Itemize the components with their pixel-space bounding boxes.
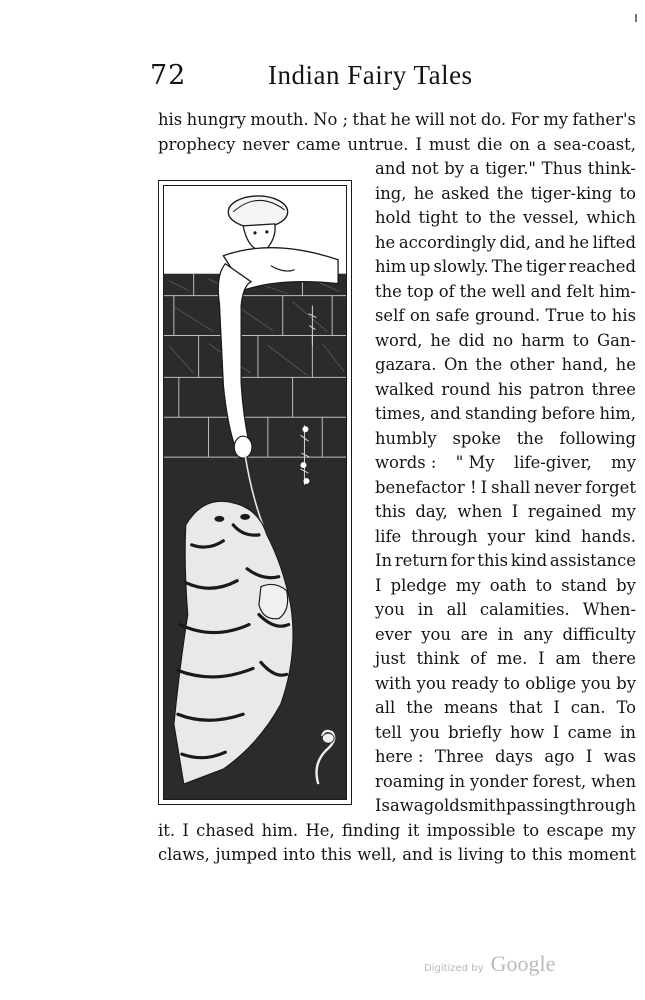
word: the	[496, 183, 524, 203]
word: escape	[546, 820, 604, 840]
word: he	[375, 232, 396, 252]
word: the	[459, 281, 487, 301]
text-line	[375, 402, 636, 427]
text-line	[158, 133, 636, 158]
running-title: Indian Fairy Tales	[268, 60, 473, 90]
text-line	[375, 206, 636, 231]
word: me.	[496, 649, 528, 668]
text-line	[375, 476, 636, 501]
word: times,	[375, 404, 426, 423]
word: I	[415, 134, 422, 154]
text-line	[375, 721, 636, 746]
word: hand,	[561, 355, 609, 374]
word: did	[458, 330, 485, 350]
text-line	[375, 525, 636, 550]
word: a	[536, 134, 547, 154]
word: moment	[568, 845, 636, 864]
word: other	[509, 355, 555, 374]
word: in	[620, 722, 636, 742]
text-line	[375, 500, 636, 525]
word: think	[416, 649, 460, 668]
word: passing	[506, 796, 570, 815]
word: you	[416, 673, 447, 693]
word: no	[492, 330, 514, 350]
text-line	[375, 427, 636, 452]
word: vessel,	[523, 208, 580, 227]
word: of	[470, 649, 487, 668]
text-line	[375, 672, 636, 697]
word: life-giver,	[514, 453, 592, 472]
illustration-frame	[158, 180, 352, 805]
word: hungry	[186, 110, 246, 129]
word: following	[559, 428, 636, 448]
word: ground.	[475, 306, 541, 325]
word: saw	[381, 796, 414, 815]
word: forget	[585, 477, 636, 497]
text-line	[375, 280, 636, 305]
word: that	[352, 110, 387, 129]
word: him.	[261, 820, 299, 840]
word: to	[522, 820, 540, 840]
word: I	[585, 747, 593, 766]
word: he	[568, 232, 590, 252]
word: days	[495, 747, 533, 766]
word: you	[410, 722, 440, 742]
word: Thus	[541, 159, 583, 178]
word: " My	[455, 453, 495, 472]
word: when	[591, 771, 636, 791]
word: finding	[342, 820, 401, 840]
word: patron	[529, 379, 585, 399]
word: accordingly	[398, 232, 496, 252]
word: up	[409, 257, 431, 276]
word: he	[430, 330, 451, 350]
word: sea-coast,	[553, 134, 636, 154]
text-line	[158, 108, 636, 133]
word: When-	[582, 600, 636, 619]
word: mouth.	[250, 110, 309, 129]
word: can.	[570, 698, 606, 717]
text-line	[375, 745, 636, 770]
word: the	[406, 698, 434, 717]
text-line	[375, 549, 636, 574]
text-line	[375, 647, 636, 672]
word: when	[457, 502, 503, 521]
word: did,	[499, 232, 531, 252]
word: reached	[568, 257, 636, 276]
word: ready	[451, 673, 499, 693]
word: Gan-	[597, 330, 636, 350]
word: kind	[510, 551, 548, 570]
word: in	[417, 600, 434, 619]
word: oblige	[525, 673, 577, 693]
word: To	[616, 698, 636, 717]
word: all	[446, 600, 467, 619]
word: think-	[587, 159, 636, 178]
text-line	[375, 329, 636, 354]
word: not	[449, 110, 477, 129]
text-line	[158, 819, 636, 844]
word: and	[530, 281, 562, 301]
word: by	[616, 575, 636, 595]
word: to	[589, 306, 607, 325]
word: I	[182, 820, 189, 840]
word: for	[450, 551, 475, 570]
word: prophecy	[158, 134, 236, 154]
word: and	[429, 404, 461, 423]
word: I	[375, 575, 382, 595]
word: this	[531, 845, 563, 864]
word: hands.	[580, 526, 636, 546]
word: I	[480, 477, 488, 497]
word: do.	[480, 110, 507, 129]
word: felt	[566, 281, 595, 301]
text-line	[375, 255, 636, 280]
word: must	[428, 134, 471, 154]
word: top	[406, 281, 434, 301]
word: to	[535, 575, 553, 595]
word: it	[407, 820, 420, 840]
text-line	[375, 182, 636, 207]
text-line	[158, 843, 636, 868]
word: his	[497, 379, 523, 399]
word: For	[510, 110, 539, 129]
word: he	[413, 183, 434, 203]
word: the	[375, 281, 402, 301]
word: how	[509, 722, 545, 742]
word: any	[523, 624, 553, 644]
word: round	[441, 379, 491, 399]
word: the	[475, 355, 503, 374]
word: never	[534, 477, 582, 497]
word: into	[282, 845, 316, 864]
word: your	[487, 526, 525, 546]
word: ago	[544, 747, 575, 766]
word: his	[611, 306, 636, 325]
word: chased	[196, 820, 255, 840]
word: came	[296, 134, 341, 154]
word: three	[591, 379, 636, 399]
word: not	[411, 159, 439, 178]
text-line	[375, 574, 636, 599]
text-line	[375, 378, 636, 403]
text-line	[375, 157, 636, 182]
word: to	[465, 208, 482, 227]
word: forest,	[532, 771, 587, 791]
scan-edge-mark	[635, 14, 637, 22]
word: his	[158, 110, 183, 129]
word: was	[603, 747, 636, 766]
word: he	[615, 355, 636, 374]
word: which	[586, 208, 636, 227]
word: slowly.	[433, 257, 489, 276]
word: briefly	[448, 722, 502, 742]
word: came	[567, 722, 612, 742]
text-line	[375, 794, 636, 819]
word: by	[616, 673, 636, 693]
word: my	[611, 820, 636, 840]
word: return	[394, 551, 448, 570]
word: him	[375, 257, 407, 276]
word: shall	[491, 477, 531, 497]
word: yonder	[469, 771, 528, 791]
word: my	[543, 110, 568, 129]
illustration-man-lifting-tiger-from-well	[163, 185, 347, 800]
word: claws,	[158, 845, 210, 864]
word: through	[411, 526, 478, 546]
word: means	[443, 698, 498, 717]
word: On	[443, 355, 468, 374]
word: I	[553, 698, 560, 717]
word: roaming	[375, 771, 445, 791]
text-line	[375, 623, 636, 648]
word: hold	[375, 208, 412, 227]
word: No ;	[313, 110, 349, 129]
text-line	[375, 231, 636, 256]
word: goldsmith	[423, 796, 507, 815]
word: ing,	[375, 183, 407, 203]
word: in	[497, 624, 514, 644]
word: assistance	[549, 551, 636, 570]
word: and	[375, 159, 406, 178]
word: calamities.	[479, 600, 570, 619]
word: The	[491, 257, 523, 276]
word: before	[541, 404, 596, 423]
text-line	[375, 304, 636, 329]
text-line	[375, 696, 636, 721]
word: it.	[158, 820, 176, 840]
word: in	[449, 771, 466, 791]
word: spoke	[452, 428, 501, 448]
word: are	[460, 624, 488, 644]
word: regained	[527, 502, 602, 521]
word: He,	[305, 820, 335, 840]
word: gazara.	[375, 355, 437, 374]
word: I	[511, 502, 519, 521]
word: through	[569, 796, 636, 815]
word: never	[242, 134, 290, 154]
word: kind	[534, 526, 572, 546]
word: this	[375, 502, 406, 521]
word: just	[375, 649, 406, 668]
word: you	[581, 673, 612, 693]
word: him-	[599, 281, 636, 301]
word: this	[477, 551, 509, 570]
word: In	[375, 551, 393, 570]
text-line	[375, 451, 636, 476]
word: to	[509, 845, 527, 864]
word: tiger	[525, 257, 566, 276]
word: he	[390, 110, 411, 129]
text-line	[375, 353, 636, 378]
word: the	[516, 428, 544, 448]
word: my	[611, 453, 636, 472]
word: stand	[561, 575, 608, 595]
word: pledge	[390, 575, 447, 595]
word: to	[572, 330, 590, 350]
google-logo: Google	[490, 951, 556, 976]
word: with	[375, 673, 412, 693]
word: harm	[521, 330, 565, 350]
word: you	[375, 600, 405, 619]
word: all	[375, 698, 396, 717]
word: day,	[415, 502, 448, 521]
word: oath	[489, 575, 527, 595]
word: word,	[375, 330, 423, 350]
word: Three	[434, 747, 484, 766]
text-line	[375, 598, 636, 623]
word: to	[503, 673, 521, 693]
word: I	[375, 796, 382, 815]
word: safe	[435, 306, 470, 325]
word: is	[438, 845, 453, 864]
word: of	[438, 281, 455, 301]
word: I	[538, 649, 545, 668]
word: lifted	[592, 232, 636, 252]
word: on	[509, 134, 530, 154]
word: well,	[357, 845, 397, 864]
word: asked	[441, 183, 490, 203]
word: I	[552, 722, 560, 742]
word: will	[415, 110, 445, 129]
word: and	[402, 845, 434, 864]
word: tiger."	[485, 159, 536, 178]
word: this	[320, 845, 352, 864]
word: on	[409, 306, 431, 325]
word: there	[591, 649, 636, 668]
word: by	[444, 159, 464, 178]
word: my	[611, 502, 636, 521]
word: benefactor !	[375, 477, 477, 497]
word: walked	[375, 379, 435, 399]
running-head	[150, 60, 486, 100]
word: my	[455, 575, 481, 595]
word: impossible	[426, 820, 516, 840]
word: tiger-king	[530, 183, 613, 203]
word: the	[489, 208, 516, 227]
word: a	[469, 159, 480, 178]
word: life	[375, 526, 402, 546]
word: that	[508, 698, 543, 717]
word: self	[375, 306, 405, 325]
word: words :	[375, 453, 437, 472]
word: him,	[599, 404, 636, 423]
word: untrue.	[347, 134, 409, 154]
text-line	[375, 770, 636, 795]
word: a	[413, 796, 424, 815]
word: tell	[375, 722, 402, 742]
word: living	[457, 845, 505, 864]
word: am	[555, 649, 581, 668]
word: humbly	[375, 428, 437, 448]
google-digitized-watermark	[424, 951, 555, 977]
word: tight	[418, 208, 458, 227]
word: ever	[375, 624, 412, 644]
word: to	[619, 183, 636, 203]
word: well	[491, 281, 526, 301]
word: True	[545, 306, 585, 325]
digitized-by-label: Digitized by	[424, 963, 484, 974]
page-number: 72	[150, 60, 187, 91]
word: jumped	[215, 845, 278, 864]
word: die	[476, 134, 503, 154]
word: difficulty	[562, 624, 636, 644]
word: standing	[465, 404, 538, 423]
word: here :	[375, 747, 424, 766]
word: father's	[572, 110, 636, 129]
word: you	[421, 624, 451, 644]
word: and	[534, 232, 566, 252]
